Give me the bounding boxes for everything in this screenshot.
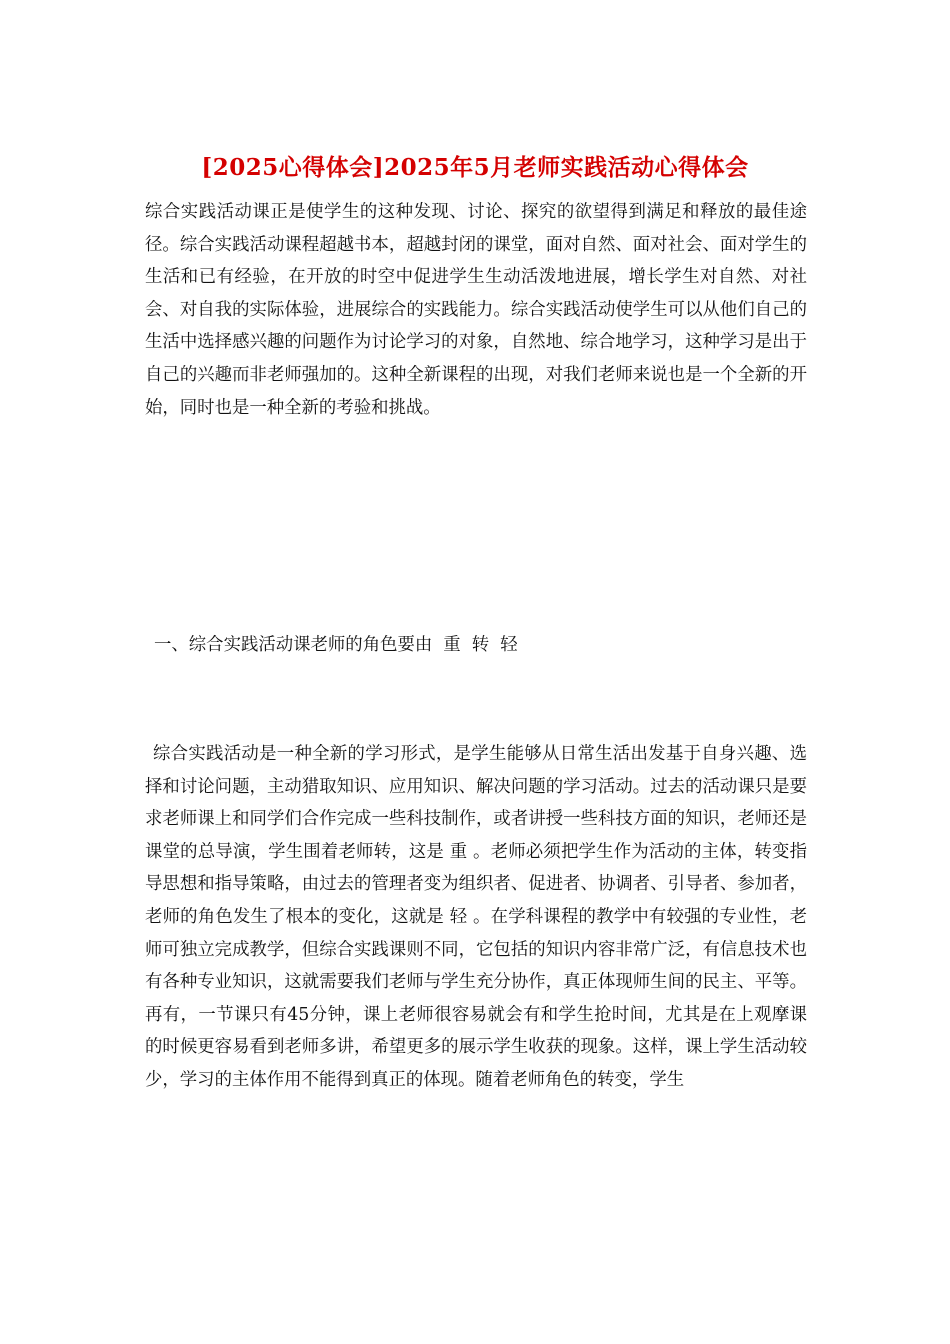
section-body-paragraph: 综合实践活动是一种全新的学习形式，是学生能够从日常生活出发基于自身兴趣、选择和讨论问题，主动猎取知识、应用知识、解决问题的学习活动。过去的活动课只是要求老师课上和同学们合作完成一些科技制作，或者讲授一些科技方面的知识，老师还是课堂的总导演，学生围着老师转，这是 重 。老师必须把学生作为活动的主体，转变指导思想和指导策略，由过去的管理者变为组织者、促进者、协调者、引导者、参加者，老师的角色发生了根本的变化，这就是 轻 。在学科课程的教学中有较强的专业性，老师可独立完成教学，但综合实践课则不同，它包括的知识内容非常广泛，有信息技术也有各种专业知识，这就需要我们老师与学生充分协作，真正体现师生间的民主、平等。再有，一节课只有45分钟，课上老师很容易就会有和学生抢时间，尤其是在上观摩课的时候更容易看到老师多讲，希望更多的展示学生收获的现象。这样，课上学生活动较少，学习的主体作用不能得到真正的体现。随着老师角色的转变，学生 (145, 744, 807, 1090)
section-heading: 一、综合实践活动课老师的角色要由 重 转 轻 (154, 635, 518, 655)
document-title: [2025心得体会]2025年5月老师实践活动心得体会 (201, 154, 749, 181)
intro-paragraph: 综合实践活动课正是使学生的这种发现、讨论、探究的欲望得到满足和释放的最佳途径。综合实践活动课程超越书本，超越封闭的课堂，面对自然、面对社会、面对学生的生活和已有经验，在开放的时空中促进学生生动活泼地进展，增长学生对自然、对社会、对自我的实际体验，进展综合的实践能力。综合实践活动使学生可以从他们自己的生活中选择感兴趣的问题作为讨论学习的对象，自然地、综合地学习，这种学习是出于自己的兴趣而非老师强加的。这种全新课程的出现，对我们老师来说也是一个全新的开始，同时也是一种全新的考验和挑战。 (145, 202, 807, 418)
